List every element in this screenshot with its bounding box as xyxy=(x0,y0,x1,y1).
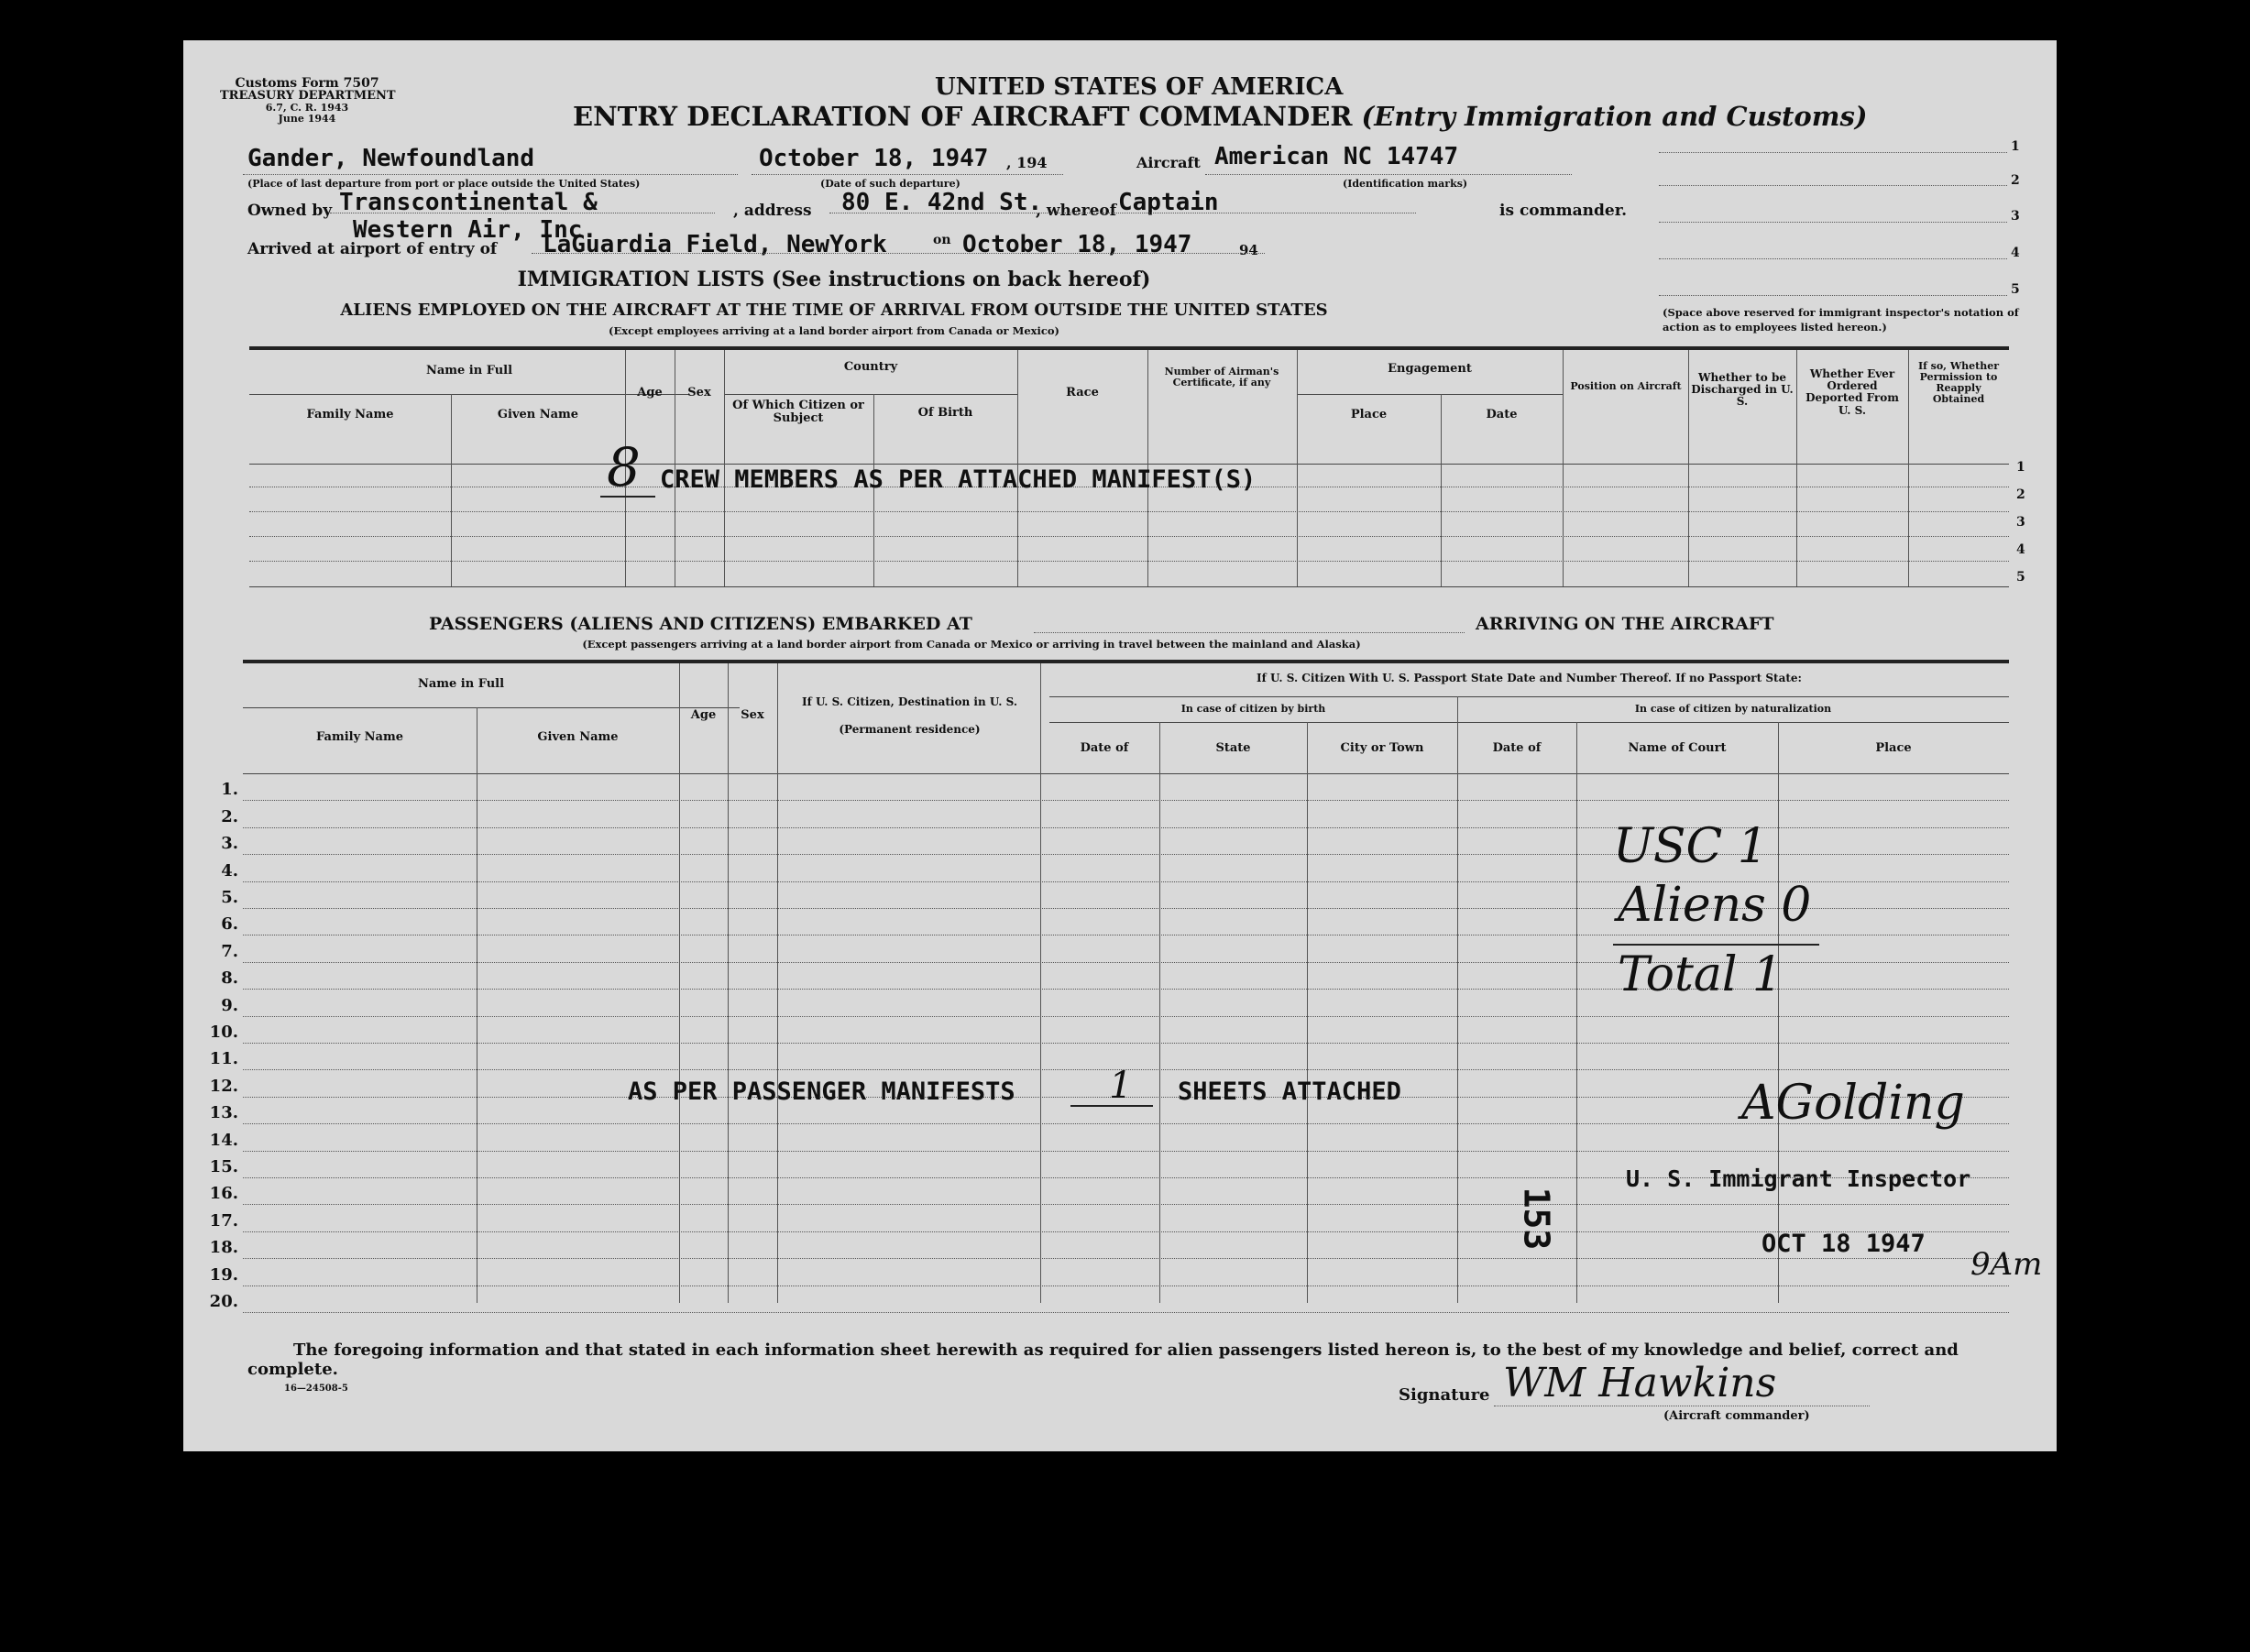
alien-row-1: 1 xyxy=(2016,460,2025,475)
passenger-row-line xyxy=(243,1231,2009,1232)
aliens-col-deported: Whether Ever Ordered Deported From U. S. xyxy=(1805,367,1899,417)
passenger-row-number: 11. xyxy=(209,1049,238,1069)
pax-col-name: Name in Full xyxy=(417,677,505,691)
passenger-row-number: 13. xyxy=(209,1103,238,1123)
pax-col-by-birth: In case of citizen by birth xyxy=(1180,703,1326,715)
pax-col-place: Place xyxy=(1875,741,1912,755)
departure-place-caption: (Place of last departure from port or place outside the United States) xyxy=(247,178,641,190)
passenger-row-number: 10. xyxy=(209,1023,238,1042)
certification-text: The foregoing information and that stated in each information sheet herewith as required for alien passengers listed hereon is, to the best of my knowledge and belief, correct and complete. xyxy=(247,1340,1959,1379)
aliens-col-birth: Of Birth xyxy=(917,406,973,420)
pax-col-family: Family Name xyxy=(316,730,403,744)
crew-count: 8 xyxy=(607,436,641,498)
aircraft-label: Aircraft xyxy=(1136,154,1201,171)
alien-row-5: 5 xyxy=(2016,570,2025,585)
passenger-row-number: 6. xyxy=(221,914,238,935)
stamp-date: OCT 18 1947 xyxy=(1762,1230,1926,1258)
arrived-label: Arrived at airport of entry of xyxy=(247,240,498,258)
commander-rank: Captain xyxy=(1118,189,1219,216)
title-sub: (Entry Immigration and Customs) xyxy=(1361,101,1868,132)
aliens-col-citizen: Of Which Citizen or Subject xyxy=(732,399,864,426)
arrival-suffix: 94 xyxy=(1239,242,1258,258)
pax-col-state: State xyxy=(1215,741,1251,755)
pax-col-given: Given Name xyxy=(537,730,619,744)
alien-row-2: 2 xyxy=(2016,487,2025,502)
aliens-col-date: Date xyxy=(1486,408,1518,421)
pax-col-date-of-2: Date of xyxy=(1492,741,1542,755)
passenger-row-number: 16. xyxy=(209,1184,238,1204)
immigration-title: IMMIGRATION LISTS (See instructions on back hereof) xyxy=(517,268,1151,291)
whereof-label: , whereof xyxy=(1036,202,1117,220)
passenger-row-number: 2. xyxy=(221,806,238,826)
aliens-col-sex: Sex xyxy=(687,386,711,399)
passenger-row-number: 9. xyxy=(221,995,238,1015)
address-label: , address xyxy=(733,202,812,220)
aliens-col-engagement: Engagement xyxy=(1388,362,1472,376)
pax-col-destination: If U. S. Citizen, Destination in U. S. xyxy=(801,695,1017,708)
tally-total: Total 1 xyxy=(1618,947,1784,1002)
declaration-form xyxy=(183,40,2057,1451)
pax-col-by-naturalization: In case of citizen by naturalization xyxy=(1634,703,1832,715)
file-number: 153 xyxy=(1516,1187,1557,1251)
passenger-row-number: 20. xyxy=(209,1292,238,1311)
pax-col-court: Name of Court xyxy=(1628,741,1727,755)
reserved-note: (Space above reserved for immigrant inspector's notation of action as to employees listed hereon.) xyxy=(1663,306,2019,334)
aliens-col-race: Race xyxy=(1066,386,1099,399)
arrival-date: October 18, 1947 xyxy=(962,231,1192,258)
reserved-num-3: 3 xyxy=(2011,209,2020,224)
manifest-count: 1 xyxy=(1109,1065,1133,1107)
passenger-row-number: 4. xyxy=(221,860,238,881)
title-main: ENTRY DECLARATION OF AIRCRAFT COMMANDER xyxy=(573,101,1353,132)
form-cfr: 6.7, C. R. 1943 xyxy=(265,102,349,114)
tally-usc: USC 1 xyxy=(1613,819,1768,874)
passenger-row-number: 15. xyxy=(209,1157,238,1176)
commander-signature: WM Hawkins xyxy=(1503,1360,1777,1406)
arrival-airport: LaGuardia Field, NewYork xyxy=(543,231,887,258)
owner-address: 80 E. 42nd St. xyxy=(841,189,1043,216)
departure-date: October 18, 1947 xyxy=(759,145,989,172)
passengers-title-left: PASSENGERS (ALIENS AND CITIZENS) EMBARKED AT xyxy=(429,614,972,634)
aliens-col-certificate: Number of Airman's Certificate, if any xyxy=(1164,366,1279,389)
aliens-col-country: Country xyxy=(843,360,898,374)
page-title xyxy=(573,101,1868,132)
pax-col-destination-sub: (Permanent residence) xyxy=(839,723,981,736)
owner-line1: Transcontinental & xyxy=(339,189,598,216)
reserved-num-4: 4 xyxy=(2011,246,2020,260)
departure-date-suffix: , 194 xyxy=(1006,154,1048,171)
passenger-row-number: 7. xyxy=(221,941,238,961)
signature-caption: (Aircraft commander) xyxy=(1663,1409,1810,1423)
form-date: June 1944 xyxy=(278,113,336,125)
alien-row-4: 4 xyxy=(2016,542,2025,557)
aircraft-caption: (Identification marks) xyxy=(1343,178,1468,190)
manifest-prefix: AS PER PASSENGER MANIFESTS xyxy=(628,1078,1015,1106)
pax-col-age: Age xyxy=(690,708,717,722)
aliens-col-age: Age xyxy=(637,386,663,399)
aliens-subtitle: (Except employees arriving at a land border airport from Canada or Mexico) xyxy=(609,324,1059,337)
form-number: Customs Form 7507 xyxy=(235,76,379,91)
pax-col-city: City or Town xyxy=(1340,741,1424,755)
departure-date-caption: (Date of such departure) xyxy=(820,178,960,190)
print-code: 16—24508-5 xyxy=(284,1384,348,1394)
country-heading: UNITED STATES OF AMERICA xyxy=(935,73,1344,101)
passengers-subtitle: (Except passengers arriving at a land border airport from Canada or Mexico or arriving in travel between the mainland and Alaska) xyxy=(582,638,1361,651)
arrival-time: 9Am xyxy=(1970,1246,2043,1283)
tally-aliens: Aliens 0 xyxy=(1618,878,1812,933)
pax-col-passport: If U. S. Citizen With U. S. Passport State Date and Number Thereof. If no Passport State: xyxy=(1257,672,1802,684)
passenger-row-number: 17. xyxy=(209,1210,238,1231)
aliens-col-family: Family Name xyxy=(306,408,394,421)
is-commander-label: is commander. xyxy=(1499,202,1628,220)
on-label: on xyxy=(933,233,951,247)
passenger-row-number: 12. xyxy=(209,1076,238,1096)
passenger-row-line xyxy=(243,1016,2009,1017)
signature-label: Signature xyxy=(1399,1385,1490,1405)
form-department: TREASURY DEPARTMENT xyxy=(220,89,396,103)
aliens-col-position: Position on Aircraft xyxy=(1570,380,1682,392)
passenger-row-number: 14. xyxy=(209,1130,238,1150)
reserved-num-2: 2 xyxy=(2011,173,2020,188)
aliens-title: ALIENS EMPLOYED ON THE AIRCRAFT AT THE TIME OF ARRIVAL FROM OUTSIDE THE UNITED STATES xyxy=(340,301,1328,320)
passenger-row-line xyxy=(243,1043,2009,1044)
passenger-row-line xyxy=(243,1285,2009,1286)
aliens-col-name: Name in Full xyxy=(425,364,513,377)
aliens-col-place: Place xyxy=(1350,408,1388,421)
passenger-row-number: 8. xyxy=(221,968,238,989)
manifest-suffix: SHEETS ATTACHED xyxy=(1178,1078,1401,1106)
alien-row-3: 3 xyxy=(2016,515,2025,530)
passenger-row-number: 3. xyxy=(221,834,238,854)
owned-by-label: Owned by xyxy=(247,202,333,220)
passenger-row-line xyxy=(243,1312,2009,1313)
inspector-signature: AGolding xyxy=(1741,1076,1965,1131)
pax-col-date-of: Date of xyxy=(1080,741,1129,755)
passenger-row-line xyxy=(243,1204,2009,1205)
passenger-row-number: 18. xyxy=(209,1238,238,1258)
passenger-row-line xyxy=(243,800,2009,801)
crew-note: CREW MEMBERS AS PER ATTACHED MANIFEST(S) xyxy=(660,465,1257,494)
inspector-title: U. S. Immigrant Inspector xyxy=(1626,1165,1971,1192)
owner-line2: Western Air, Inc. xyxy=(353,216,598,244)
passengers-title-right: ARRIVING ON THE AIRCRAFT xyxy=(1476,614,1774,634)
aliens-col-discharged: Whether to be Discharged in U. S. xyxy=(1691,371,1794,409)
pax-col-sex: Sex xyxy=(741,708,764,722)
reserved-num-1: 1 xyxy=(2011,139,2020,154)
passenger-row-line xyxy=(243,1258,2009,1259)
aliens-col-given: Given Name xyxy=(497,408,579,421)
departure-place: Gander, Newfoundland xyxy=(247,145,535,172)
aliens-col-permission: If so, Whether Permission to Reapply Obtained xyxy=(1917,360,2000,406)
passenger-row-number: 1. xyxy=(221,780,238,800)
passenger-row-number: 19. xyxy=(209,1264,238,1285)
passenger-row-number: 5. xyxy=(221,888,238,907)
passenger-row-line xyxy=(243,1151,2009,1152)
aircraft-id: American NC 14747 xyxy=(1214,143,1459,170)
reserved-num-5: 5 xyxy=(2011,282,2020,297)
